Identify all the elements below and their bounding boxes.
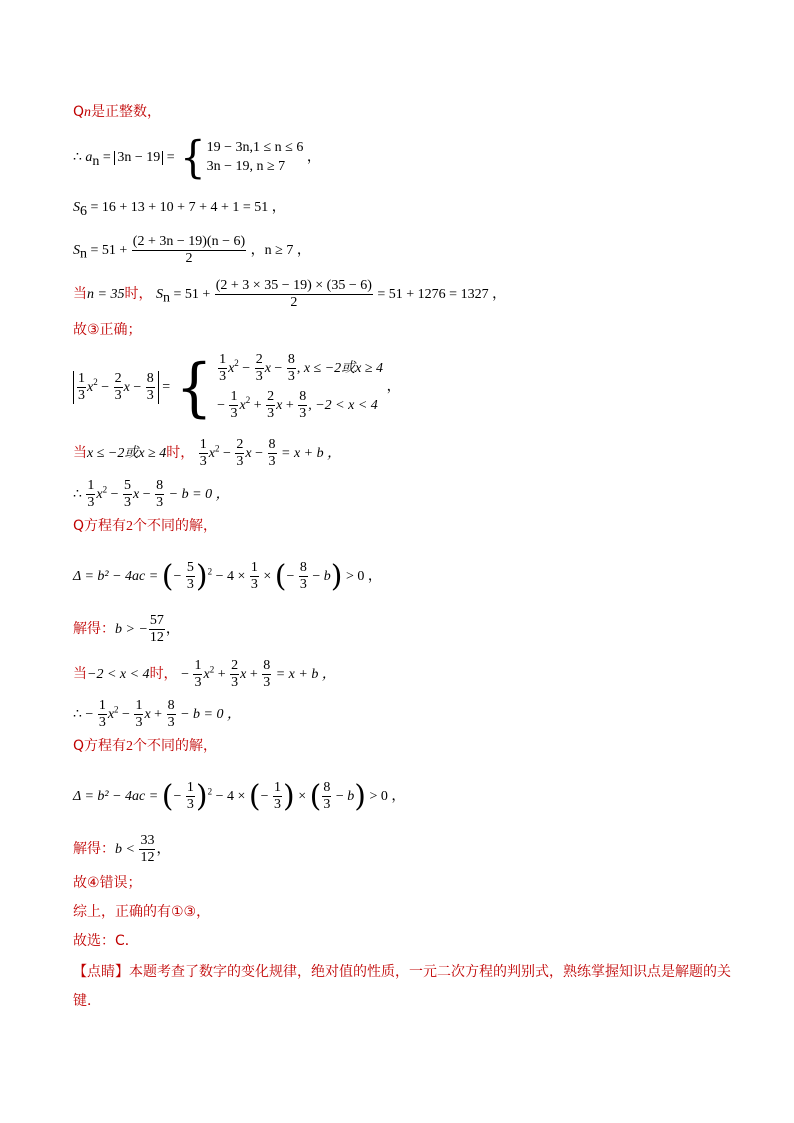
note-tag: 【点睛】 xyxy=(73,964,129,980)
line-answer: 故选：C． xyxy=(73,933,139,949)
line-solution-1: 解得：b > − $\frac{57}{12}$ ， xyxy=(73,613,180,646)
comment-note xyxy=(73,958,733,1016)
left-brace: { xyxy=(175,349,213,425)
line-abs-piecewise: $\frac{1}{3}$ $x^2$ − $\frac{2}{3}$ x − $\frac{8}{3}$ = { $\frac{1}{3}$ $x^2$ − $\frac{2}{3}$ x − $\frac{8}{3}$ , x ≤ −2或x ≥ 4 − $\frac{1}{3}$ $x^2$ + $\frac{2}{3}$ x + $\frac{8}{3}$ , −2 < x < 4 ， xyxy=(73,352,401,422)
line-discriminant-1: Δ = b² − 4ac = (− $\frac{5}{3}$ )$^2$ − 4 × $\frac{1}{3}$ × (− $\frac{8}{3}$ − b) > 0 ， xyxy=(73,558,382,594)
line-eq1: ∴ $\frac{1}{3}$ $x^2$ − $\frac{5}{3}$ x − $\frac{8}{3}$ − b = 0 ， xyxy=(73,478,230,511)
line-case-inner: 当−2 < x < 4时， − $\frac{1}{3}$ $x^2$ + $\frac{2}{3}$ x + $\frac{8}{3}$ = x + b ， xyxy=(73,658,336,691)
line-two-solutions-1: Q方程有2个不同的解， xyxy=(73,518,218,534)
line-an-piecewise: ∴ $a_n = 3n - 19$ = { 19 − 3n,1 ≤ n ≤ 6 3n − 19, n ≥ 7 ， xyxy=(73,132,321,184)
because-symbol: Q xyxy=(73,104,85,120)
line-summary: 综上，正确的有①③， xyxy=(73,904,211,920)
left-brace: { xyxy=(180,132,206,184)
line-eq2: ∴ − $\frac{1}{3}$ $x^2$ − $\frac{1}{3}$ x + $\frac{8}{3}$ − b = 0 ， xyxy=(73,698,241,731)
line-discriminant-2: Δ = b² − 4ac = (− $\frac{1}{3}$ )$^2$ − 4 × (− $\frac{1}{3}$ ) × ( $\frac{8}{3}$ − b) > 0 ， xyxy=(73,778,406,814)
line-4-wrong: 故④错误； xyxy=(73,875,142,891)
line-sn-formula: $S_n = 51$ + $\frac{(2 + 3n - 19)(n - 6)}{2}$ ，n ≥ 7 ， xyxy=(73,234,311,267)
line-n-35: 当n = 35时， $S_n = 51$ + $\frac{(2 + 3 \times 35 - 19) \times (35 - 6)}{2}$ = 51 + 1276 = 1327 ， xyxy=(73,278,507,311)
line-two-solutions-2: Q方程有2个不同的解， xyxy=(73,738,218,754)
line-3-correct: 故③正确； xyxy=(73,322,142,338)
line-n-positive-integer: Qn是正整数， xyxy=(73,104,162,120)
line-solution-2: 解得：b < $\frac{33}{12}$ ， xyxy=(73,833,171,866)
line-case-outer: 当x ≤ −2或x ≥ 4时， $\frac{1}{3}$ $x^2$ − $\frac{2}{3}$ x − $\frac{8}{3}$ = x + b ， xyxy=(73,437,342,470)
note-text: 本题考查了数字的变化规律，绝对值的性质，一元二次方程的判别式，熟练掌握知识点是解题的关键． xyxy=(73,964,731,1009)
line-s6: $S_6 = 16 + 13 + 10 + 7 + 4 + 1 = 51$ ， xyxy=(73,200,286,219)
